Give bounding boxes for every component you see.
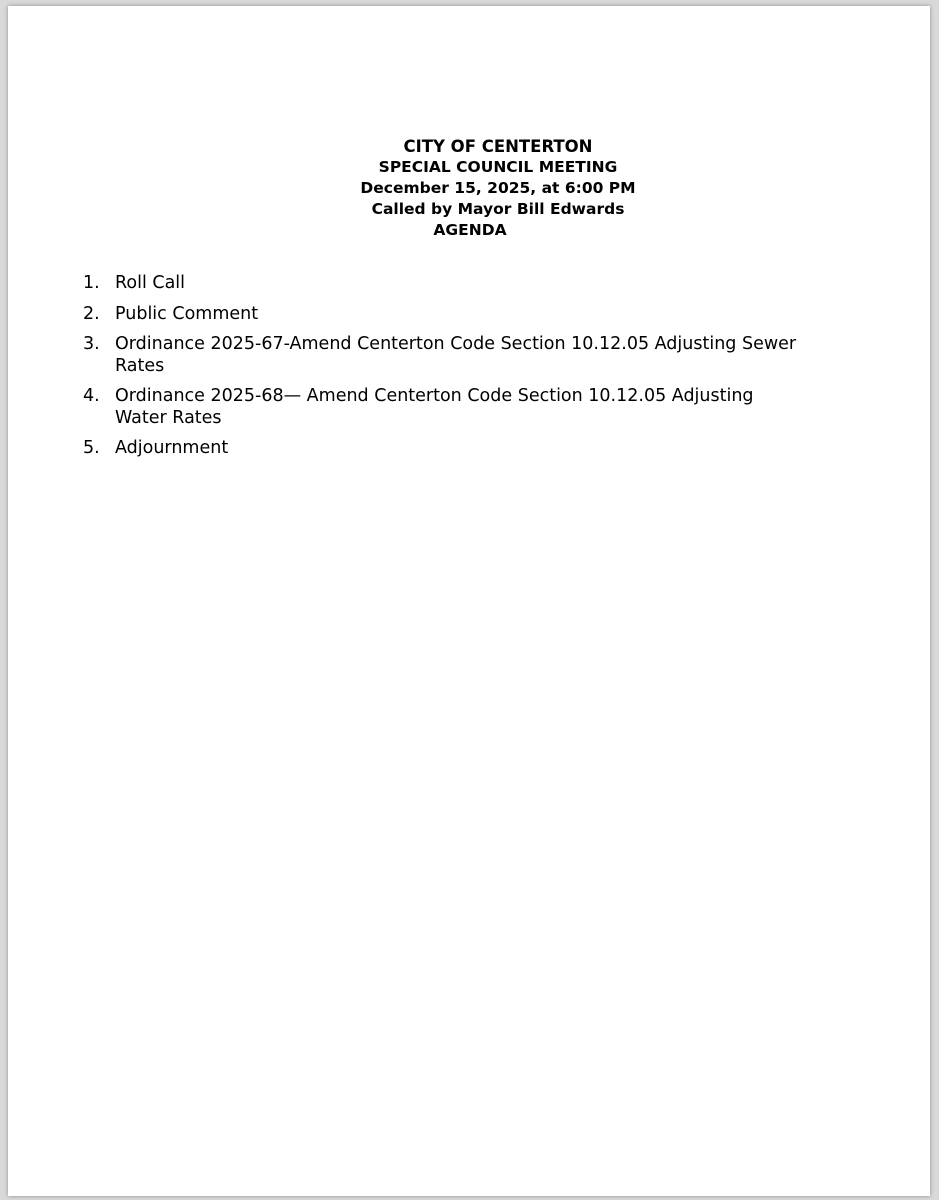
agenda-header xyxy=(8,136,939,241)
agenda-item-text: Roll Call xyxy=(115,273,186,293)
meeting-type: SPECIAL COUNCIL MEETING xyxy=(378,158,618,176)
agenda-item-number: 4. xyxy=(83,386,100,406)
agenda-item-adjournment xyxy=(83,438,803,460)
agenda-item-water-ordinance xyxy=(83,386,803,429)
agenda-item-text: Ordinance 2025-68— Amend Centerton Code Section 10.12.05 Adjusting Water Rates xyxy=(115,386,754,428)
agenda-item-number: 3. xyxy=(83,334,100,354)
agenda-item-text: Adjournment xyxy=(115,438,229,458)
agenda-item-number: 2. xyxy=(83,303,100,324)
agenda-list xyxy=(83,273,803,469)
agenda-item-roll-call xyxy=(83,273,803,295)
agenda-item-text: Ordinance 2025-67-Amend Centerton Code Section 10.12.05 Adjusting Sewer Rates xyxy=(115,334,797,376)
agenda-item-public-comment xyxy=(83,304,803,326)
agenda-item-number: 5. xyxy=(83,438,100,458)
document-page xyxy=(8,6,930,1196)
meeting-datetime: December 15, 2025, at 6:00 PM xyxy=(360,179,636,197)
agenda-item-sewer-ordinance xyxy=(83,334,803,377)
agenda-item-text: Public Comment xyxy=(115,303,259,324)
agenda-item-number: 1. xyxy=(83,273,100,293)
city-name: CITY OF CENTERTON xyxy=(403,137,593,156)
called-by: Called by Mayor Bill Edwards xyxy=(371,200,625,218)
agenda-title: AGENDA xyxy=(433,221,507,239)
